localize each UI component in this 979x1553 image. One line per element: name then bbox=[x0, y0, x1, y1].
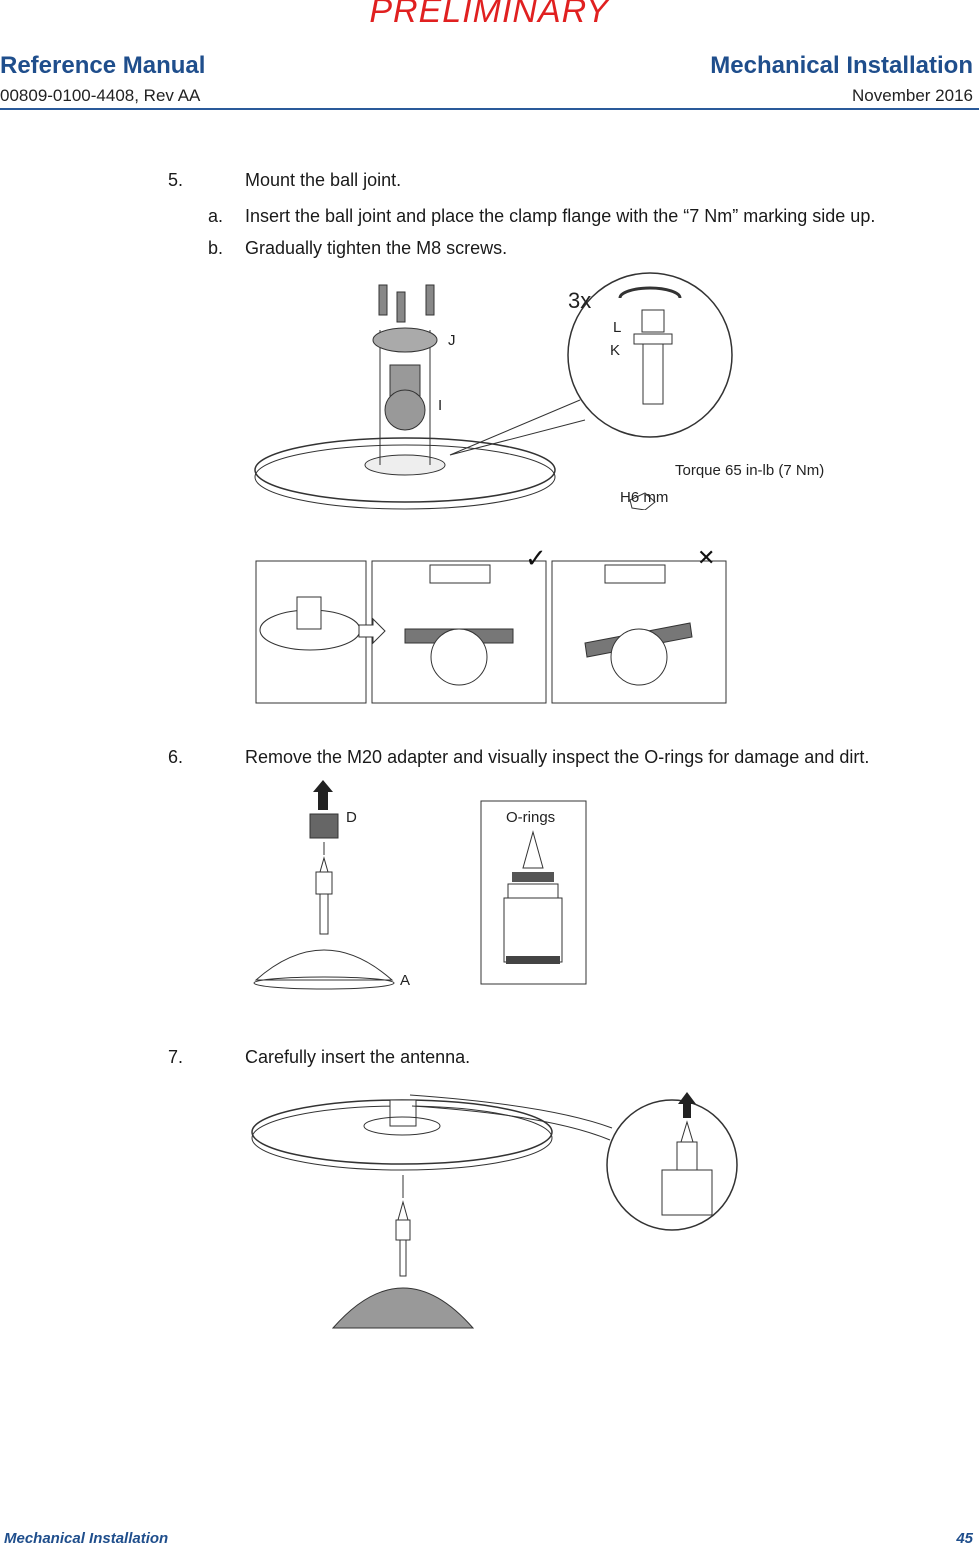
antenna-insert-figure bbox=[250, 1080, 740, 1335]
footer-section: Mechanical Installation bbox=[4, 1530, 169, 1547]
antenna-dish bbox=[333, 1288, 473, 1328]
step-5b-number: b. bbox=[208, 238, 224, 258]
page-number: 45 bbox=[956, 1530, 973, 1547]
orings-label: O-rings bbox=[506, 809, 556, 826]
step-6-number: 6. bbox=[168, 747, 184, 767]
step-6-text: Remove the M20 adapter and visually inspect the O-rings for damage and dirt. bbox=[245, 747, 870, 767]
label-d: D bbox=[346, 809, 357, 826]
label-i: I bbox=[438, 397, 443, 414]
label-a: A bbox=[400, 972, 411, 989]
ball bbox=[385, 390, 425, 430]
label-j: J bbox=[448, 332, 456, 349]
up-arrow-icon bbox=[313, 780, 333, 810]
step-5a-number: a. bbox=[208, 206, 224, 226]
clamp-flange bbox=[373, 328, 437, 352]
step-5-number: 5. bbox=[168, 170, 184, 190]
step-5a-text: Insert the ball joint and place the clamp flange with the “7 Nm” marking side up. bbox=[245, 206, 876, 226]
header-right-title: Mechanical Installation bbox=[710, 52, 973, 79]
step-5b-text: Gradually tighten the M8 screws. bbox=[245, 238, 508, 258]
adapter-removal-figure bbox=[248, 780, 593, 1000]
step-5-text: Mount the ball joint. bbox=[245, 170, 402, 190]
bad-mark: ✕ bbox=[697, 545, 716, 570]
label-l: L bbox=[613, 319, 622, 336]
m20-adapter bbox=[310, 814, 338, 838]
count-3x: 3x bbox=[568, 288, 592, 313]
header-left-sub: 00809-0100-4408, Rev AA bbox=[0, 86, 201, 105]
label-k: K bbox=[610, 342, 621, 359]
header-right-sub: November 2016 bbox=[852, 86, 973, 105]
ok-mark: ✓ bbox=[525, 545, 547, 573]
torque-label: Torque 65 in-lb (7 Nm) bbox=[675, 462, 825, 479]
header-rule bbox=[0, 108, 979, 110]
level-check-figure bbox=[255, 545, 730, 710]
tool-label: H6 mm bbox=[620, 489, 669, 506]
watermark: PRELIMINARY bbox=[369, 0, 610, 30]
step-7-number: 7. bbox=[168, 1047, 184, 1067]
header-left-title: Reference Manual bbox=[0, 52, 206, 79]
step-7-text: Carefully insert the antenna. bbox=[245, 1047, 471, 1067]
ball-joint-figure bbox=[250, 270, 840, 510]
